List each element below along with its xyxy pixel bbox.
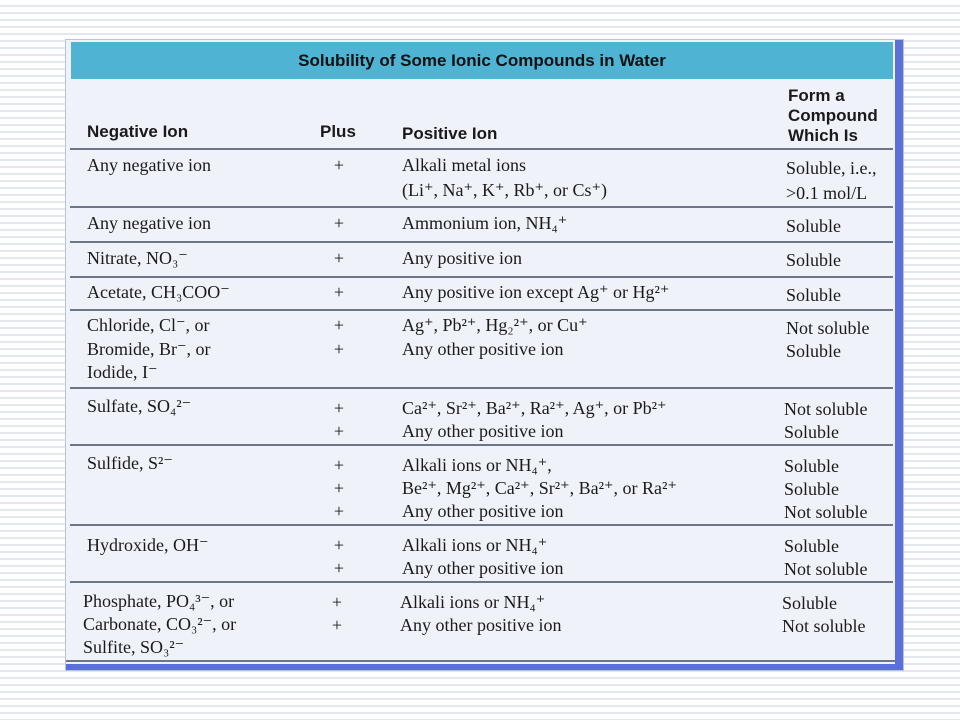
row-divider bbox=[70, 309, 893, 311]
row-6-negative-ion: Sulfate, SO₄²⁻ bbox=[87, 396, 192, 416]
row-5-result: Not soluble bbox=[786, 318, 870, 338]
row-divider bbox=[70, 444, 893, 446]
header-plus: Plus bbox=[320, 122, 356, 141]
row-1-negative-ion: Any negative ion bbox=[87, 155, 211, 175]
row-divider bbox=[70, 387, 893, 389]
row-9-positive-ion: Alkali ions or NH₄⁺ bbox=[400, 592, 546, 612]
row-1-plus: + bbox=[333, 155, 345, 175]
row-1-result: Soluble, i.e., bbox=[786, 158, 877, 178]
row-9-negative-ion: Sulfite, SO₃²⁻ bbox=[83, 637, 185, 657]
row-7-plus: + bbox=[333, 455, 345, 475]
row-1-result-detail: >0.1 mol/L bbox=[786, 183, 868, 203]
row-8-plus: + bbox=[333, 535, 345, 555]
row-6-plus: + bbox=[333, 421, 345, 441]
row-6-positive-ion: Any other positive ion bbox=[402, 421, 564, 441]
row-3-negative-ion: Nitrate, NO₃⁻ bbox=[87, 248, 188, 268]
row-8-plus: + bbox=[333, 558, 345, 578]
row-3-plus: + bbox=[333, 248, 345, 268]
row-9-plus: + bbox=[331, 592, 343, 612]
row-7-positive-ion: Alkali ions or NH₄⁺, bbox=[402, 455, 552, 475]
row-7-plus: + bbox=[333, 501, 345, 521]
row-3-positive-ion: Any positive ion bbox=[402, 248, 522, 268]
row-divider bbox=[70, 276, 893, 278]
row-4-result: Soluble bbox=[786, 285, 842, 305]
row-4-negative-ion: Acetate, CH₃COO⁻ bbox=[87, 282, 230, 302]
row-7-positive-ion: Be²⁺, Mg²⁺, Ca²⁺, Sr²⁺, Ba²⁺, or Ra²⁺ bbox=[402, 478, 677, 498]
row-divider bbox=[70, 581, 893, 583]
row-divider bbox=[70, 241, 893, 243]
table-title-bar bbox=[71, 42, 893, 79]
row-8-positive-ion: Alkali ions or NH₄⁺ bbox=[402, 535, 548, 555]
header-divider bbox=[70, 148, 893, 150]
row-2-negative-ion: Any negative ion bbox=[87, 213, 211, 233]
row-5-negative-ion: Bromide, Br⁻, or bbox=[87, 339, 211, 359]
row-2-plus: + bbox=[333, 213, 345, 233]
row-9-plus: + bbox=[331, 615, 343, 635]
row-6-result: Soluble bbox=[784, 422, 840, 442]
row-2-positive-ion: Ammonium ion, NH₄⁺ bbox=[402, 213, 568, 233]
row-divider bbox=[70, 206, 893, 208]
row-9-result: Soluble bbox=[782, 593, 838, 613]
row-3-result: Soluble bbox=[786, 250, 842, 270]
row-4-positive-ion: Any positive ion except Ag⁺ or Hg²⁺ bbox=[402, 282, 670, 302]
row-6-result: Not soluble bbox=[784, 399, 868, 419]
row-8-result: Soluble bbox=[784, 536, 840, 556]
row-8-result: Not soluble bbox=[784, 559, 868, 579]
row-5-positive-ion: Any other positive ion bbox=[402, 339, 564, 359]
row-7-result: Not soluble bbox=[784, 502, 868, 522]
row-9-negative-ion: Carbonate, CO₃²⁻, or bbox=[83, 614, 237, 634]
header-form-line1: Form a bbox=[788, 86, 845, 105]
row-8-negative-ion: Hydroxide, OH⁻ bbox=[87, 535, 209, 555]
row-5-negative-ion: Chloride, Cl⁻, or bbox=[87, 315, 210, 335]
solubility-table bbox=[66, 40, 903, 670]
header-positive-ion: Positive Ion bbox=[402, 124, 498, 143]
row-1-positive-ion-list: (Li⁺, Na⁺, K⁺, Rb⁺, or Cs⁺) bbox=[402, 180, 607, 200]
row-9-result: Not soluble bbox=[782, 616, 866, 636]
row-6-positive-ion: Ca²⁺, Sr²⁺, Ba²⁺, Ra²⁺, Ag⁺, or Pb²⁺ bbox=[402, 398, 667, 418]
header-form-line3: Which Is bbox=[788, 126, 858, 145]
row-7-result: Soluble bbox=[784, 479, 840, 499]
row-1-positive-ion: Alkali metal ions bbox=[402, 155, 526, 175]
row-4-plus: + bbox=[333, 282, 345, 302]
row-5-plus: + bbox=[333, 339, 345, 359]
header-form-line2: Compound bbox=[788, 106, 878, 125]
row-5-positive-ion: Ag⁺, Pb²⁺, Hg₂²⁺, or Cu⁺ bbox=[402, 315, 588, 335]
row-7-result: Soluble bbox=[784, 456, 840, 476]
header-negative-ion: Negative Ion bbox=[87, 122, 189, 141]
row-5-plus: + bbox=[333, 315, 345, 335]
row-7-plus: + bbox=[333, 478, 345, 498]
table-bottom-rule bbox=[66, 660, 895, 662]
row-5-result: Soluble bbox=[786, 341, 842, 361]
row-9-positive-ion: Any other positive ion bbox=[400, 615, 562, 635]
table-title: Solubility of Some Ionic Compounds in Water bbox=[298, 50, 666, 70]
row-9-negative-ion: Phosphate, PO₄³⁻, or bbox=[83, 591, 235, 611]
row-7-positive-ion: Any other positive ion bbox=[402, 501, 564, 521]
row-8-positive-ion: Any other positive ion bbox=[402, 558, 564, 578]
row-6-plus: + bbox=[333, 398, 345, 418]
row-2-result: Soluble bbox=[786, 216, 842, 236]
row-7-negative-ion: Sulfide, S²⁻ bbox=[87, 453, 173, 473]
row-5-negative-ion: Iodide, I⁻ bbox=[87, 362, 158, 382]
row-divider bbox=[70, 524, 893, 526]
